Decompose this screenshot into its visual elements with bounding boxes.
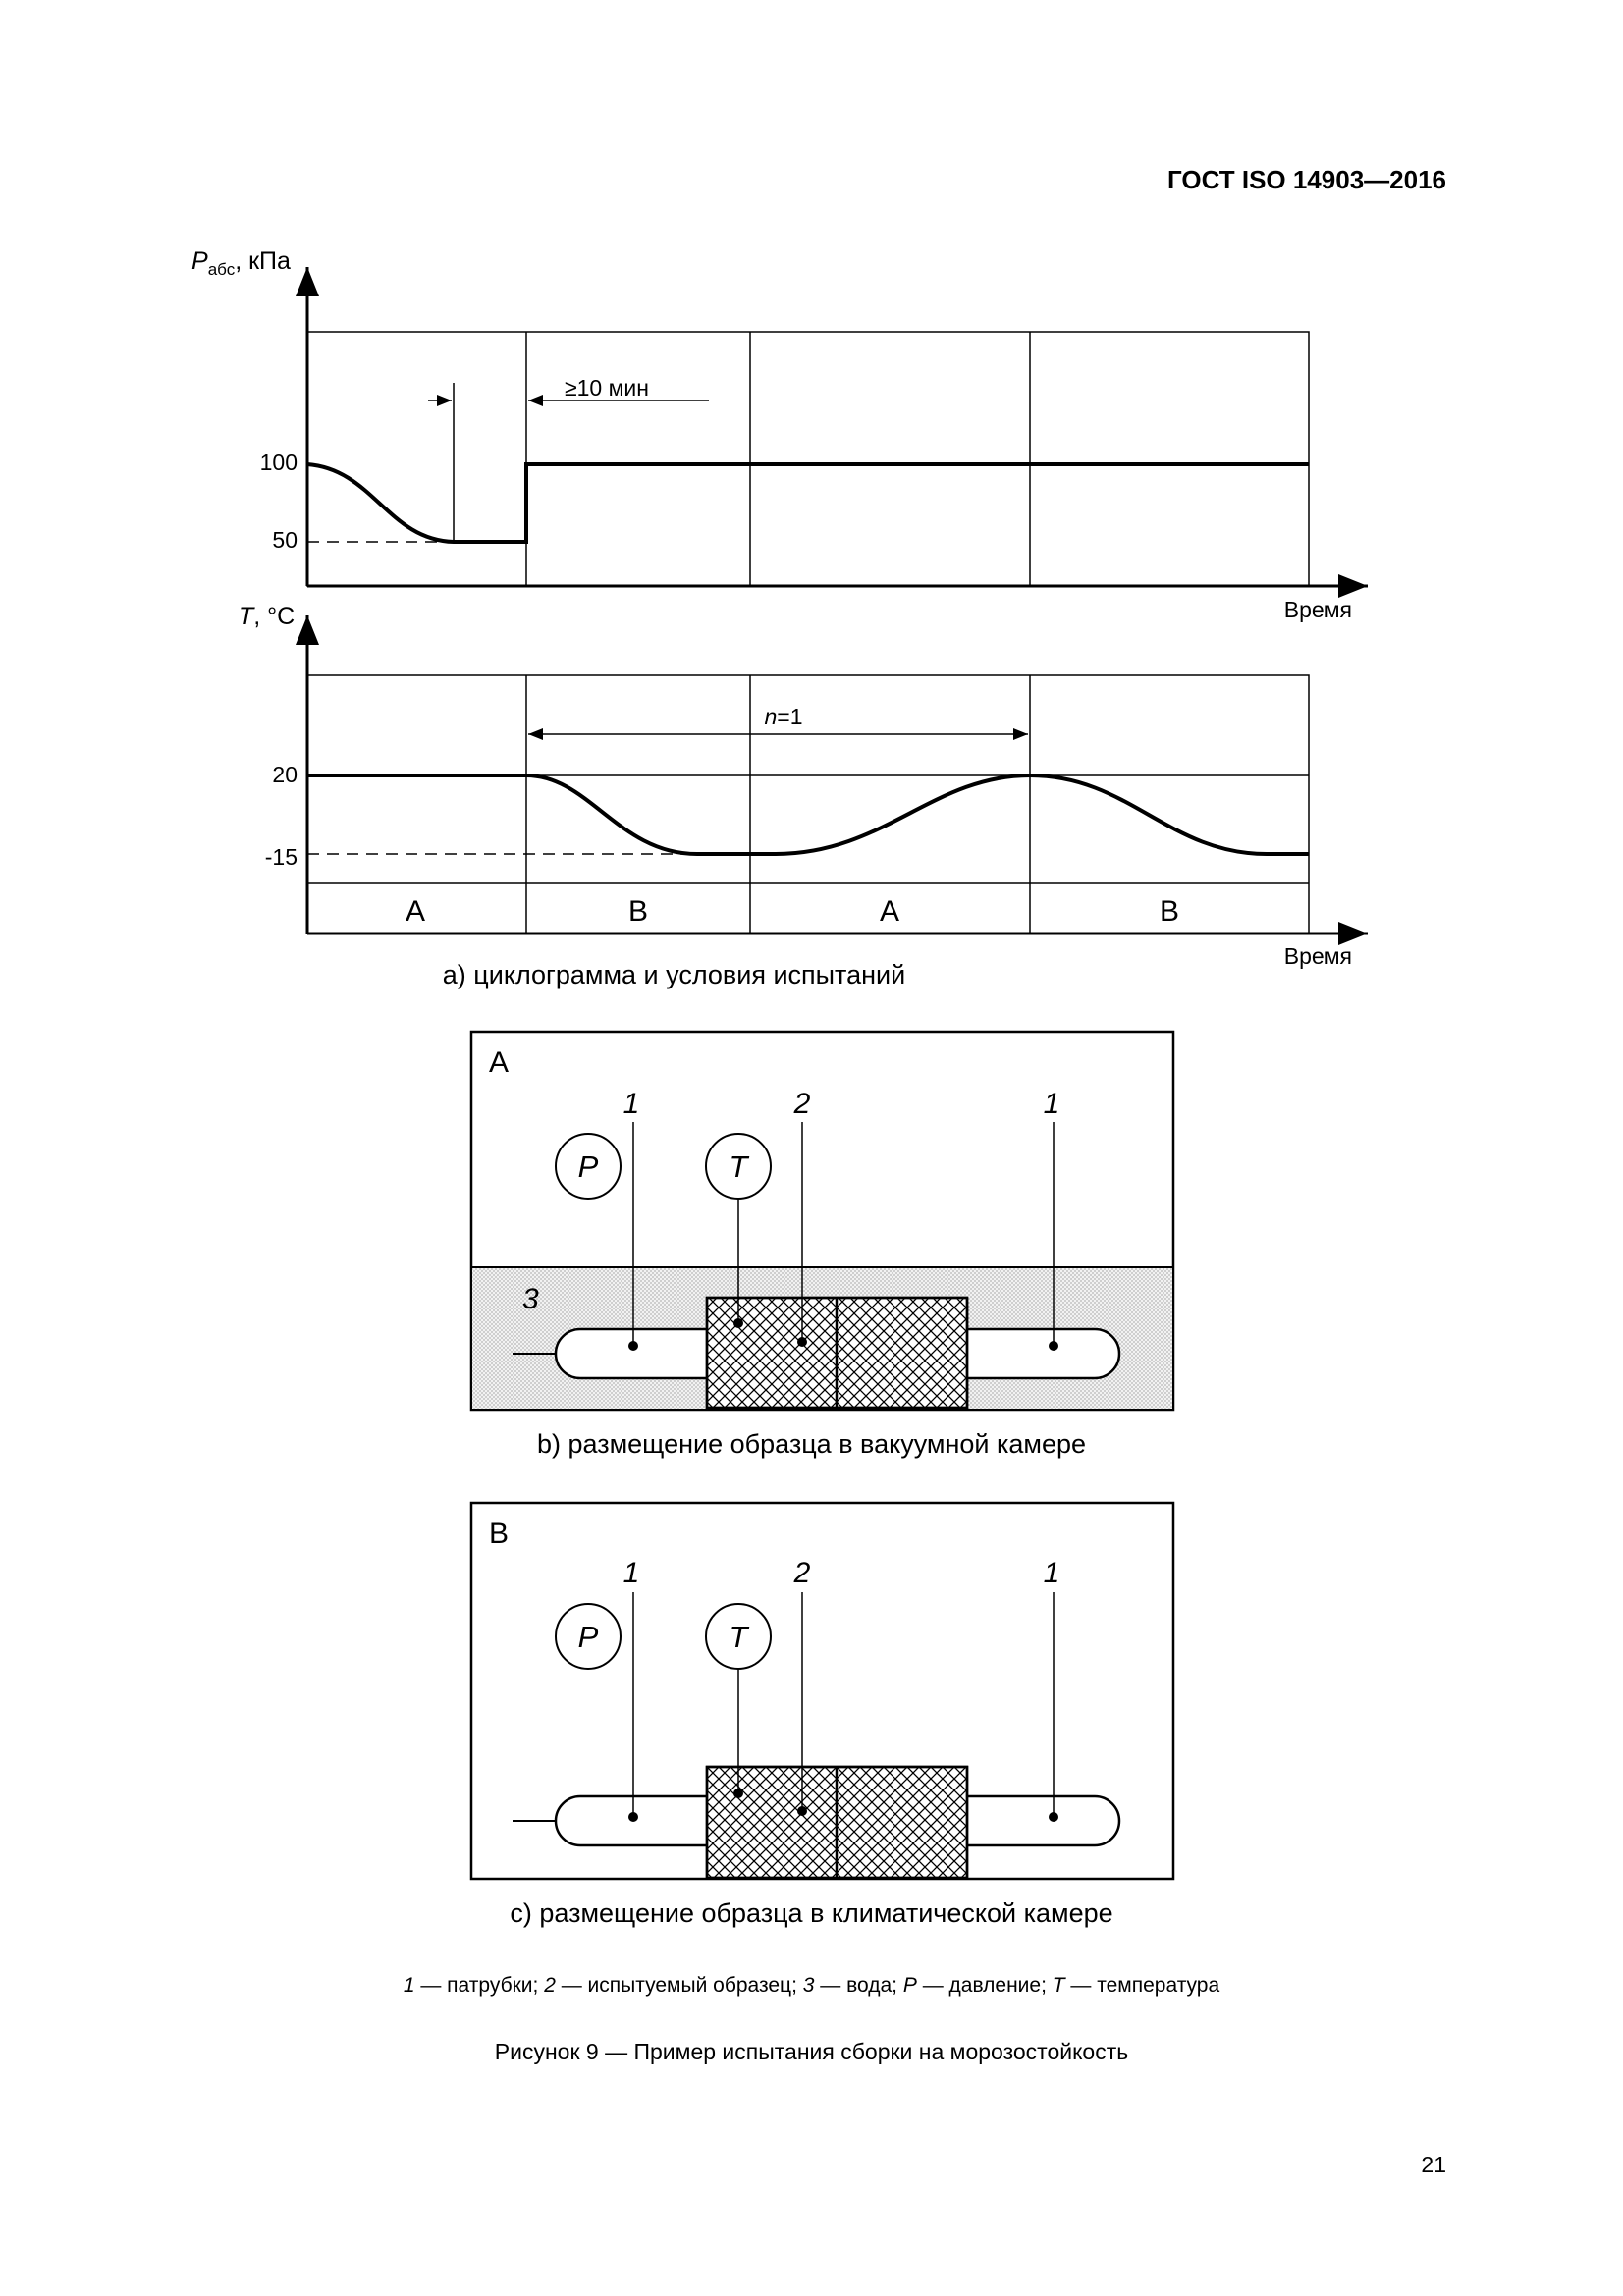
temperature-x-label: Время [1283, 943, 1352, 969]
chamber-b-label: B [489, 1518, 510, 1550]
page-number: 21 [1421, 2152, 1446, 2177]
svg-text:P: P [577, 1149, 599, 1184]
svg-text:1: 1 [1043, 1088, 1060, 1120]
temperature-tick-20: 20 [272, 762, 298, 787]
pressure-frame [307, 332, 1309, 586]
svg-text:P: P [577, 1620, 599, 1654]
phase-label-2: B [627, 895, 649, 928]
water-label: 3 [522, 1283, 539, 1315]
temperature-chart [239, 603, 1368, 969]
vacuum-chamber-diagram [471, 1032, 1173, 1410]
figure-legend: 1 — патрубки; 2 — испытуемый образец; 3 — вода; P — давление; T — температура [403, 1974, 1220, 1997]
caption-b: b) размещение образца в вакуумной камере [536, 1429, 1087, 1459]
svg-text:T: T [729, 1620, 748, 1654]
temperature-tick-m15: -15 [264, 844, 298, 870]
chamber-a-label: A [489, 1046, 510, 1079]
caption-a: а) циклограмма и условия испытаний [442, 960, 906, 989]
interval-label: ≥10 мин [565, 375, 649, 400]
pressure-curve [307, 464, 1309, 542]
phase-label-3: A [879, 895, 900, 928]
caption-c: с) размещение образца в климатической камере [510, 1898, 1113, 1928]
standard-header: ГОСТ ISO 14903—2016 [1166, 165, 1446, 194]
svg-text:2: 2 [793, 1557, 811, 1589]
pressure-tick-50: 50 [272, 527, 298, 553]
pressure-tick-100: 100 [259, 450, 298, 475]
svg-text:T: T [729, 1149, 748, 1184]
pressure-y-label: $P_{абс}$, кПа [191, 247, 291, 279]
svg-text:1: 1 [622, 1557, 640, 1589]
svg-text:1: 1 [1043, 1557, 1060, 1589]
phase-label-4: B [1159, 895, 1180, 928]
temperature-y-label: T, °С [239, 603, 296, 630]
svg-text:2: 2 [793, 1088, 811, 1120]
figure-title: Рисунок 9 — Пример испытания сборки на морозостойкость [494, 2039, 1129, 2064]
svg-text:1: 1 [622, 1088, 640, 1120]
phase-label-1: A [405, 895, 426, 928]
temperature-curve [307, 775, 1309, 854]
pressure-chart [191, 247, 1368, 622]
cycle-label: n=1 [764, 704, 803, 729]
pressure-x-label: Время [1283, 597, 1352, 622]
climatic-chamber-diagram [471, 1503, 1173, 1879]
